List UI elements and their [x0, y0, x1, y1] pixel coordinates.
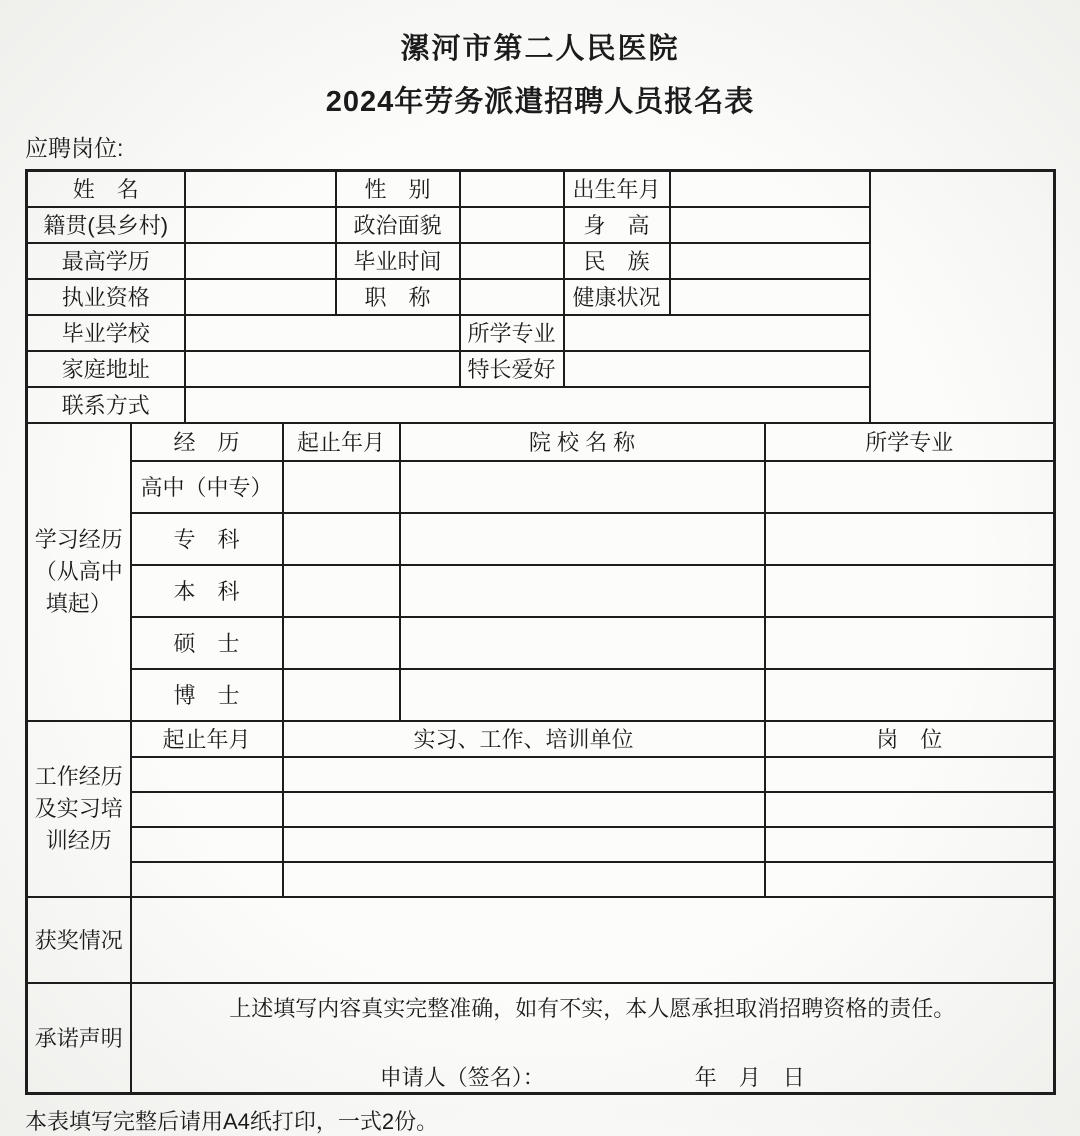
birthdate-label: 出生年月	[564, 171, 670, 207]
education-section-label	[27, 423, 131, 721]
work-2-dates-cell[interactable]	[131, 792, 283, 827]
work-section-line-1: 工作经历	[34, 763, 123, 789]
professional-title-input-cell[interactable]	[460, 279, 564, 315]
ethnicity-input-cell[interactable]	[670, 243, 870, 279]
work-row-1	[27, 757, 1055, 792]
hometown-label: 籍贯(县乡村)	[27, 207, 185, 243]
awards-label: 获奖情况	[27, 897, 131, 983]
height-input-cell[interactable]	[670, 207, 870, 243]
pledge-content-cell	[131, 983, 1055, 1094]
edu-level-master-label: 硕 士	[131, 617, 283, 669]
print-instruction-note: 本表填写完整后请用A4纸打印，一式2份。	[25, 1108, 439, 1134]
work-4-position-cell[interactable]	[765, 862, 1055, 897]
edu-master-school-cell[interactable]	[400, 617, 765, 669]
edu-level-bachelor-label: 本 科	[131, 565, 283, 617]
political-status-input-cell[interactable]	[460, 207, 564, 243]
date-label: 年 月 日	[694, 1064, 805, 1090]
education-row-bachelor	[27, 565, 1055, 617]
political-status-label: 政治面貌	[336, 207, 460, 243]
education-section-line-1: 学习经历	[34, 526, 123, 552]
work-2-organization-cell[interactable]	[283, 792, 765, 827]
education-row-associate	[27, 513, 1055, 565]
education-row-master	[27, 617, 1055, 669]
gender-input-cell[interactable]	[460, 171, 564, 207]
edu-highschool-dates-cell[interactable]	[283, 461, 400, 513]
edu-doctor-school-cell[interactable]	[400, 669, 765, 721]
application-form-table	[25, 169, 1056, 1095]
edu-level-associate-label: 专 科	[131, 513, 283, 565]
health-status-label: 健康状况	[564, 279, 670, 315]
major-input-cell[interactable]	[564, 315, 870, 351]
edu-dates-header: 起止年月	[283, 423, 400, 461]
position-applied-label: 应聘岗位:	[25, 135, 124, 161]
awards-input-cell[interactable]	[131, 897, 1055, 983]
applicant-signature-label: 申请人（签名）：	[379, 1064, 545, 1090]
highest-education-input-cell[interactable]	[185, 243, 336, 279]
major-label: 所学专业	[460, 315, 564, 351]
form-title: 2024年劳务派遣招聘人员报名表	[325, 86, 755, 118]
photo-cell[interactable]	[870, 171, 1055, 423]
edu-major-header: 所学专业	[765, 423, 1055, 461]
edu-master-dates-cell[interactable]	[283, 617, 400, 669]
edu-highschool-major-cell[interactable]	[765, 461, 1055, 513]
home-address-label: 家庭地址	[27, 351, 185, 387]
work-1-position-cell[interactable]	[765, 757, 1055, 792]
work-3-position-cell[interactable]	[765, 827, 1055, 862]
education-row-doctor	[27, 669, 1055, 721]
pledge-row	[27, 983, 1055, 1094]
pledge-statement: 上述填写内容真实完整准确，如有不实，本人愿承担取消招聘资格的责任。	[229, 995, 956, 1021]
work-1-dates-cell[interactable]	[131, 757, 283, 792]
home-address-input-cell[interactable]	[185, 351, 460, 387]
edu-doctor-dates-cell[interactable]	[283, 669, 400, 721]
work-row-3	[27, 827, 1055, 862]
qualification-input-cell[interactable]	[185, 279, 336, 315]
ethnicity-label: 民 族	[564, 243, 670, 279]
highest-education-label: 最高学历	[27, 243, 185, 279]
name-label: 姓 名	[27, 171, 185, 207]
edu-level-highschool-label: 高中（中专）	[131, 461, 283, 513]
edu-level-doctor-label: 博 士	[131, 669, 283, 721]
edu-associate-major-cell[interactable]	[765, 513, 1055, 565]
work-3-dates-cell[interactable]	[131, 827, 283, 862]
work-section-line-3: 训经历	[45, 827, 112, 853]
qualification-label: 执业资格	[27, 279, 185, 315]
edu-experience-header: 经 历	[131, 423, 283, 461]
education-section-line-3: 填起）	[45, 590, 112, 616]
professional-title-label: 职 称	[336, 279, 460, 315]
edu-associate-dates-cell[interactable]	[283, 513, 400, 565]
work-4-organization-cell[interactable]	[283, 862, 765, 897]
work-1-organization-cell[interactable]	[283, 757, 765, 792]
edu-highschool-school-cell[interactable]	[400, 461, 765, 513]
awards-row	[27, 897, 1055, 983]
name-input-cell[interactable]	[185, 171, 336, 207]
graduate-school-input-cell[interactable]	[185, 315, 460, 351]
hobbies-input-cell[interactable]	[564, 351, 870, 387]
work-section-label	[27, 721, 131, 897]
work-3-organization-cell[interactable]	[283, 827, 765, 862]
work-row-4	[27, 862, 1055, 897]
hometown-input-cell[interactable]	[185, 207, 336, 243]
pledge-signature-row	[134, 1061, 1052, 1092]
pledge-label: 承诺声明	[27, 983, 131, 1094]
work-header-row	[27, 721, 1055, 757]
hobbies-label: 特长爱好	[460, 351, 564, 387]
edu-bachelor-school-cell[interactable]	[400, 565, 765, 617]
health-status-input-cell[interactable]	[670, 279, 870, 315]
work-dates-header: 起止年月	[131, 721, 283, 757]
contact-input-cell[interactable]	[185, 387, 870, 423]
height-label: 身 高	[564, 207, 670, 243]
edu-bachelor-major-cell[interactable]	[765, 565, 1055, 617]
gender-label: 性 别	[336, 171, 460, 207]
graduation-time-label: 毕业时间	[336, 243, 460, 279]
education-row-highschool	[27, 461, 1055, 513]
edu-school-header: 院 校 名 称	[400, 423, 765, 461]
work-section-line-2: 及实习培	[34, 795, 123, 821]
education-header-row	[27, 423, 1055, 461]
edu-associate-school-cell[interactable]	[400, 513, 765, 565]
education-section-line-2: （从高中	[34, 558, 123, 584]
work-4-dates-cell[interactable]	[131, 862, 283, 897]
graduate-school-label: 毕业学校	[27, 315, 185, 351]
hospital-name: 漯河市第二人民医院	[400, 33, 680, 65]
work-organization-header: 实习、工作、培训单位	[283, 721, 765, 757]
contact-label: 联系方式	[27, 387, 185, 423]
birthdate-input-cell[interactable]	[670, 171, 870, 207]
work-2-position-cell[interactable]	[765, 792, 1055, 827]
edu-doctor-major-cell[interactable]	[765, 669, 1055, 721]
basic-row-1	[27, 171, 1055, 207]
edu-bachelor-dates-cell[interactable]	[283, 565, 400, 617]
work-position-header: 岗 位	[765, 721, 1055, 757]
work-row-2	[27, 792, 1055, 827]
edu-master-major-cell[interactable]	[765, 617, 1055, 669]
graduation-time-input-cell[interactable]	[460, 243, 564, 279]
